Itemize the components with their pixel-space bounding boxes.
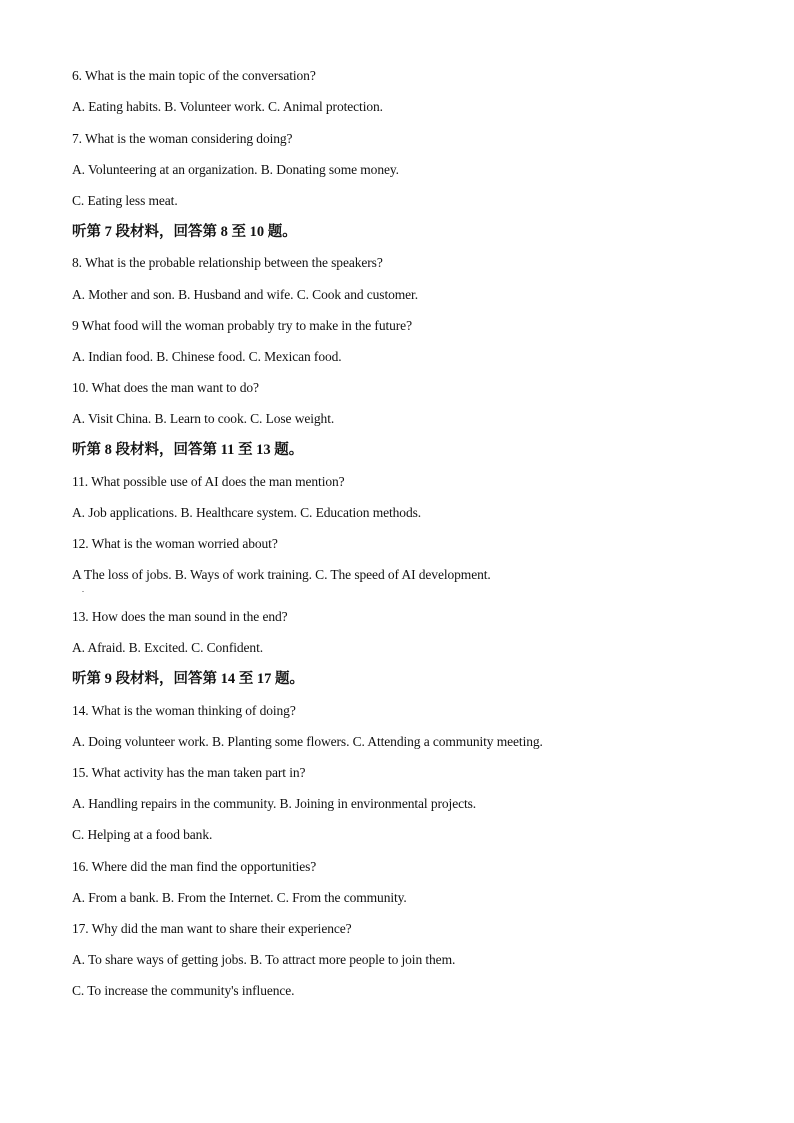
- question-17: 17. Why did the man want to share their experience?: [72, 921, 352, 936]
- options-9: A. Indian food. B. Chinese food. C. Mexican food.: [72, 349, 342, 364]
- options-17-c: C. To increase the community's influence.: [72, 983, 295, 998]
- options-11: A. Job applications. B. Healthcare system. C. Education methods.: [72, 505, 422, 520]
- question-8: 8. What is the probable relationship between the speakers?: [72, 255, 383, 270]
- options-10: A. Visit China. B. Learn to cook. C. Lose weight.: [72, 411, 335, 426]
- question-13: 13. How does the man sound in the end?: [72, 609, 288, 624]
- options-13: A. Afraid. B. Excited. C. Confident.: [72, 640, 263, 655]
- options-7-ab: A. Volunteering at an organization. B. Donating some money.: [72, 162, 399, 177]
- section-heading-7: 听第 7 段材料，回答第 8 至 10 题。: [72, 224, 297, 240]
- options-12: A The loss of jobs. B. Ways of work training. C. The speed of AI development.: [72, 567, 491, 582]
- stray-dot-mark: .: [82, 585, 84, 594]
- options-16: A. From a bank. B. From the Internet. C. From the community.: [72, 890, 407, 905]
- question-9: 9 What food will the woman probably try to make in the future?: [72, 318, 412, 333]
- options-17-ab: A. To share ways of getting jobs. B. To attract more people to join them.: [72, 952, 456, 967]
- section-heading-9: 听第 9 段材料，回答第 14 至 17 题。: [72, 671, 304, 687]
- options-8: A. Mother and son. B. Husband and wife. C. Cook and customer.: [72, 287, 418, 302]
- options-15-ab: A. Handling repairs in the community. B. Joining in environmental projects.: [72, 796, 477, 811]
- question-14: 14. What is the woman thinking of doing?: [72, 703, 296, 718]
- question-6: 6. What is the main topic of the conversation?: [72, 68, 316, 83]
- options-14: A. Doing volunteer work. B. Planting some flowers. C. Attending a community meeting.: [72, 734, 543, 749]
- question-11: 11. What possible use of AI does the man mention?: [72, 474, 345, 489]
- options-15-c: C. Helping at a food bank.: [72, 827, 213, 842]
- section-heading-8: 听第 8 段材料，回答第 11 至 13 题。: [72, 442, 304, 458]
- question-16: 16. Where did the man find the opportunities?: [72, 859, 317, 874]
- options-6: A. Eating habits. B. Volunteer work. C. Animal protection.: [72, 99, 383, 114]
- options-7-c: C. Eating less meat.: [72, 193, 178, 208]
- question-7: 7. What is the woman considering doing?: [72, 131, 293, 146]
- question-10: 10. What does the man want to do?: [72, 380, 259, 395]
- question-12: 12. What is the woman worried about?: [72, 536, 278, 551]
- question-15: 15. What activity has the man taken part in?: [72, 765, 306, 780]
